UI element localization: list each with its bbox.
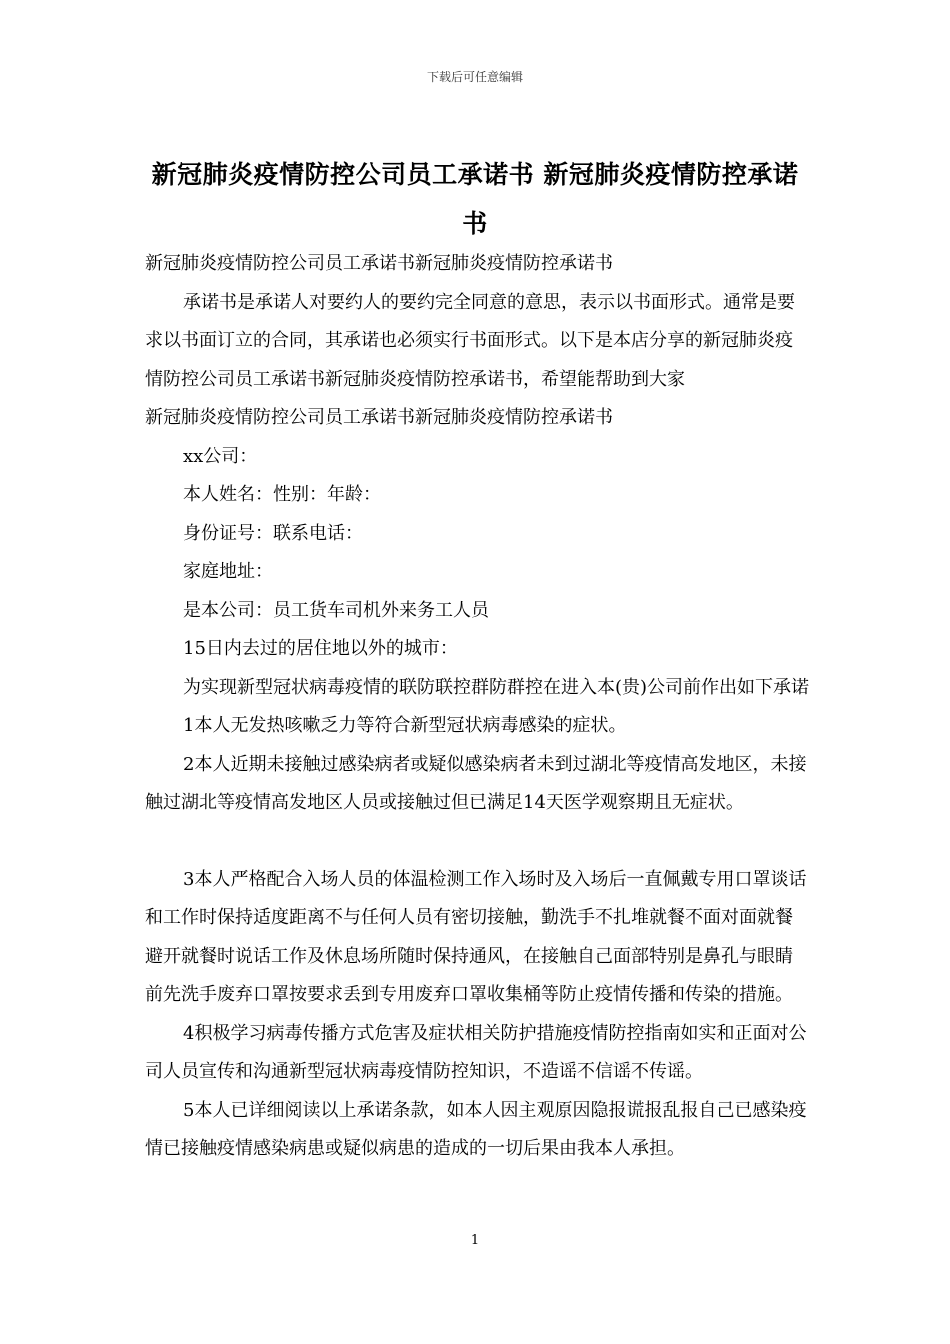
subtitle-line: 新冠肺炎疫情防控公司员工承诺书新冠肺炎疫情防控承诺书 bbox=[145, 407, 613, 428]
company-salutation: xx公司： bbox=[183, 445, 258, 467]
commitment-item-3: 3本人严格配合入场人员的体温检测工作入场时及入场后一直佩戴专用口罩谈话和工作时保持适度距离不与任何人员有密切接触，勤洗手不扎堆就餐不面对面就餐避开就餐时说话工作及休息场所随时保持通风，在接触自己面部特别是鼻孔与眼睛前先洗手废弃口罩按要求丢到专用废弃口罩收集桶等防止疫情传播和传染的措施。 bbox=[145, 868, 807, 1005]
field-address: 家庭地址： bbox=[183, 561, 273, 582]
page-number: 1 bbox=[470, 1233, 480, 1248]
field-role: 是本公司：员工货车司机外来务工人员 bbox=[183, 599, 489, 621]
document-body bbox=[145, 245, 810, 1169]
commitment-item-2: 2本人近期未接触过感染病者或疑似感染病者未到过湖北等疫情高发地区，未接触过湖北等疫情高发地区人员或接触过但已满足14天医学观察期且无症状。 bbox=[145, 753, 807, 813]
field-cities-visited: 15日内去过的居住地以外的城市： bbox=[183, 638, 458, 659]
commitment-intro: 为实现新型冠状病毒疫情的联防联控群防群控在进入本(贵)公司前作出如下承诺 bbox=[183, 676, 810, 698]
paragraph-gap bbox=[145, 823, 810, 861]
intro-line: 新冠肺炎疫情防控公司员工承诺书新冠肺炎疫情防控承诺书 bbox=[145, 253, 613, 274]
page-header-note: 下载后可任意编辑 bbox=[426, 70, 523, 84]
document-title: 新冠肺炎疫情防控公司员工承诺书 新冠肺炎疫情防控承诺书 bbox=[151, 160, 799, 238]
field-id-phone: 身份证号：联系电话： bbox=[183, 522, 363, 544]
field-name-gender-age: 本人姓名：性别：年龄： bbox=[183, 484, 381, 505]
commitment-item-4: 4积极学习病毒传播方式危害及症状相关防护措施疫情防控指南如实和正面对公司人员宣传和沟通新型冠状病毒疫情防控知识，不造谣不信谣不传谣。 bbox=[145, 1022, 807, 1082]
commitment-item-5: 5本人已详细阅读以上承诺条款，如本人因主观原因隐报谎报乱报自己已感染疫情已接触疫情感染病患或疑似病患的造成的一切后果由我本人承担。 bbox=[145, 1099, 807, 1159]
intro-paragraph: 承诺书是承诺人对要约人的要约完全同意的意思，表示以书面形式。通常是要求以书面订立的合同，其承诺也必须实行书面形式。以下是本店分享的新冠肺炎疫情防控公司员工承诺书新冠肺炎疫情防控承诺书，希望能帮助到大家 bbox=[145, 291, 795, 390]
commitment-item-1: 1本人无发热咳嗽乏力等符合新型冠状病毒感染的症状。 bbox=[183, 715, 627, 736]
